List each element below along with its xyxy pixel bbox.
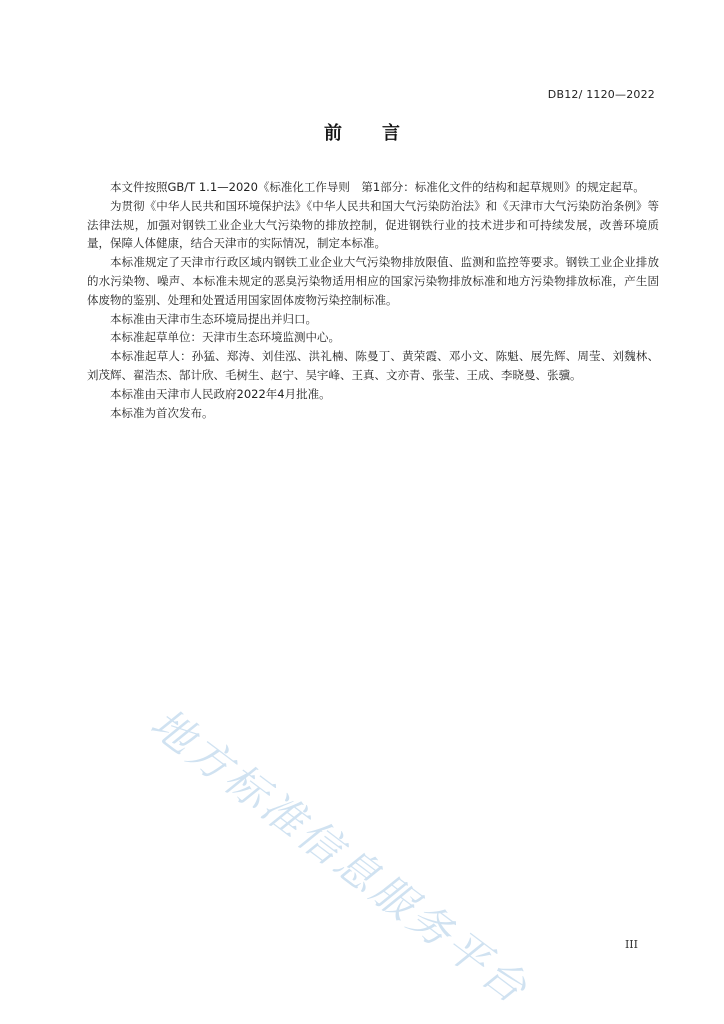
paragraph-proposer: 本标准由天津市生态环境局提出并归口。 (110, 311, 317, 326)
page-title (0, 119, 724, 145)
foreword-body (87, 178, 659, 422)
watermark: 地方标准信息服务平台 (141, 698, 539, 1015)
page-title-part-1: 前 (324, 123, 342, 144)
paragraph-scope: 本标准规定了天津市行政区域内钢铁工业企业大气污染物排放限值、监测和监控等要求。钢铁工业企业排放的水污染物、噪声、本标准未规定的恶臭污染物适用相应的国家污染物排放标准和地方污染物排放标准，产生固体废物的鉴别、处理和处置适用国家固体废物污染控制标准。 (87, 255, 659, 307)
paragraph-first-release: 本标准为首次发布。 (110, 405, 214, 420)
paragraph-drafting-unit: 本标准起草单位：天津市生态环境监测中心。 (110, 330, 340, 345)
paragraph-approval: 本标准由天津市人民政府2022年4月批准。 (110, 386, 331, 401)
page-number: III (624, 938, 638, 951)
document-code: DB12/ 1120—2022 (547, 88, 655, 101)
page-title-part-2: 言 (382, 123, 400, 144)
paragraph-basis: 本文件按照GB/T 1.1—2020《标准化工作导则 第1部分：标准化文件的结构和起草规则》的规定起草。 (110, 180, 645, 194)
paragraph-drafters: 本标准起草人：孙猛、郑涛、刘佳泓、洪礼楠、陈曼丁、黄荣霞、邓小文、陈魁、展先辉、周莹、刘魏林、刘茂辉、翟浩杰、郜计欣、毛树生、赵宁、吴宇峰、王真、文亦青、张莹、王成、李晓曼、张骥。 (87, 349, 659, 382)
paragraph-purpose: 为贯彻《中华人民共和国环境保护法》《中华人民共和国大气污染防治法》和《天津市大气污染防治条例》等法律法规，加强对钢铁工业企业大气污染物的排放控制，促进钢铁行业的技术进步和可持续发展，改善环境质量，保障人体健康，结合天津市的实际情况，制定本标准。 (87, 198, 659, 251)
